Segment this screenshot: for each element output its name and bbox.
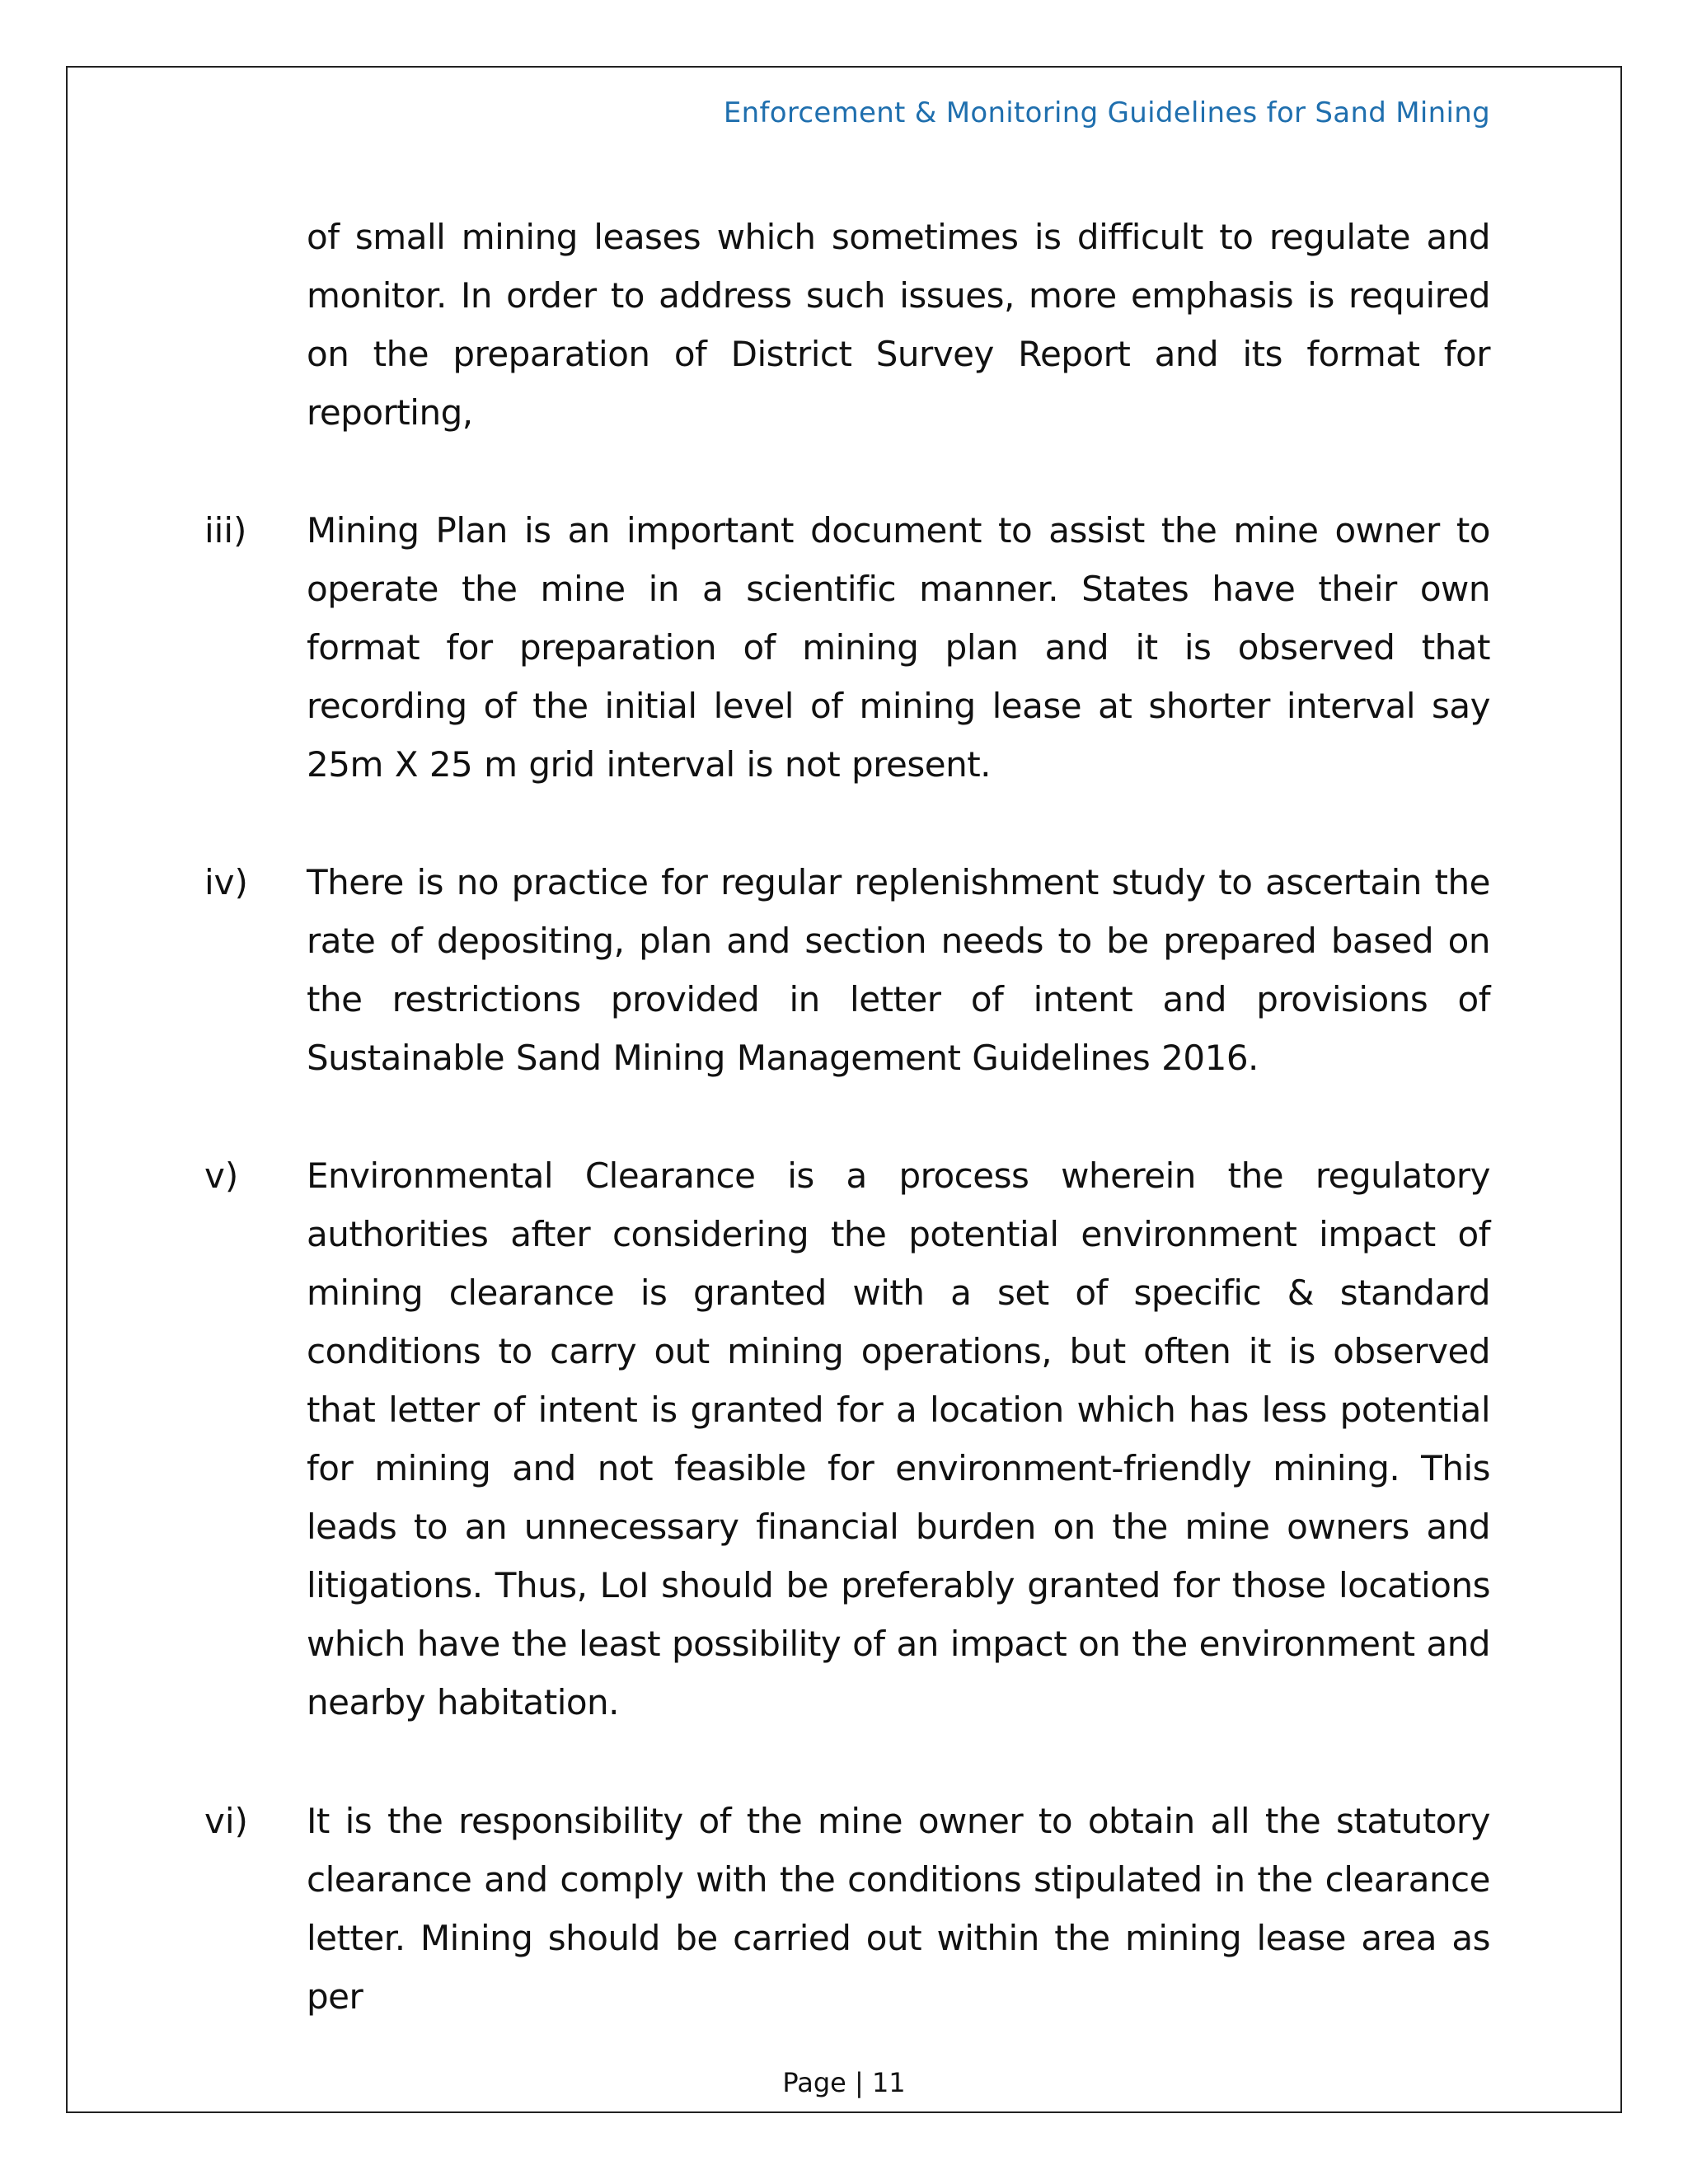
item-numeral: v) [204,1155,239,1196]
item-paragraph: Environmental Clearance is a process wherein the regulatory authorities after considering the potential environment impact of mining clearance is granted with a set of specific & standard conditions to carry out mining operations, but often it is observed that letter of intent is granted for a location which has less potential for mining and not feasible for environment-friendly mining. This leads to an unnecessary financial burden on the mine owners and litigations. Thus, LoI should be preferably granted for those locations which have the least possibility of an impact on the environment and nearby habitation. [307,1155,1490,1722]
page-number: Page | 11 [782,2067,906,2098]
item-paragraph: Mining Plan is an important document to assist the mine owner to operate the mine in a scientific manner. States have their own format for preparation of mining plan and it is observed that recording of the initial level of mining lease at shorter interval say 25m X 25 m grid interval is not present. [307,510,1490,785]
item-paragraph: It is the responsibility of the mine owner to obtain all the statutory clearance and comply with the conditions stipulated in the clearance letter. Mining should be carried out within the mining lease area as per [307,1801,1490,2017]
running-header: Enforcement & Monitoring Guidelines for Sand Mining [723,96,1490,129]
item-paragraph: There is no practice for regular replenishment study to ascertain the rate of depositing, plan and section needs to be prepared based on the restrictions provided in letter of intent and provisions of Sustainable Sand Mining Management Guidelines 2016. [307,862,1490,1078]
item-numeral: iv) [204,862,248,902]
item-numeral: vi) [204,1801,248,1841]
item-numeral: iii) [204,510,247,551]
continuation-paragraph: of small mining leases which sometimes is difficult to regulate and monitor. In order to address such issues, more emphasis is required on the preparation of District Survey Report and its format for reporting, [307,217,1490,433]
